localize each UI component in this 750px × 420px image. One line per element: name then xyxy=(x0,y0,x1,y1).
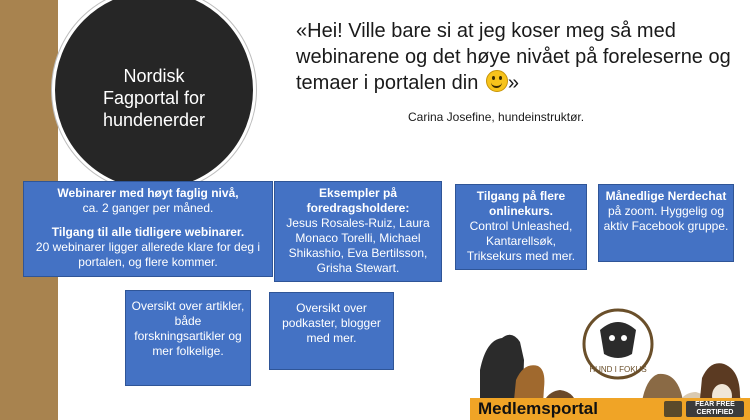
title-circle xyxy=(52,0,256,192)
card-online-courses xyxy=(455,184,587,270)
card-articles-body: Oversikt over artikler, både forskningsartikler og mer folkelige. xyxy=(131,299,245,358)
card-nerdechat-heading: Månedlige Nerdechat xyxy=(605,189,727,203)
testimonial-quote xyxy=(296,18,741,96)
card-courses-body: Control Unleashed, Kantarellsøk, Triksekurs med mer. xyxy=(466,219,576,263)
card-nerdechat-body: på zoom. Hyggelig og aktiv Facebook gruppe. xyxy=(603,204,729,233)
portal-label: Medlemsportal xyxy=(478,399,598,418)
card-speakers-body: Jesus Rosales-Ruiz, Laura Monaco Torelli, Michael Shikashio, Eva Bertilsson, Grisha Stewart. xyxy=(286,216,430,275)
card-articles xyxy=(125,290,251,386)
card-podcasts-body: Oversikt over podkaster, blogger med mer. xyxy=(282,301,381,345)
card-speakers xyxy=(274,181,442,282)
portal-bar xyxy=(470,398,750,420)
smiley-icon xyxy=(486,70,508,92)
quote-text: «Hei! Ville bare si at jeg koser meg så med webinarene og det høye nivået på foreleserne og temaer i portalen din xyxy=(296,20,731,94)
card-podcasts xyxy=(269,292,394,370)
card-webinars-line3: Tilgang til alle tidligere webinarer. xyxy=(51,225,245,239)
card-webinars-line4: 20 webinarer ligger allerede klare for deg i portalen, og flere kommer. xyxy=(35,240,261,269)
slide-title: Nordisk Fagportal for hundenerder xyxy=(102,66,206,130)
logo-text: HUND I FOKUS xyxy=(589,365,647,374)
card-courses-heading: Tilgang på flere onlinekurs. xyxy=(476,189,566,218)
fear-free-badge: FEAR FREE CERTIFIED xyxy=(686,401,744,417)
card-speakers-heading: Eksempler på foredragsholdere: xyxy=(306,186,410,215)
card-webinars-line2: ca. 2 ganger per måned. xyxy=(82,201,214,215)
quote-author: Carina Josefine, hundeinstruktør. xyxy=(408,110,585,124)
certificate-icon xyxy=(664,401,682,417)
card-webinars-line1: Webinarer med høyt faglig nivå, xyxy=(57,186,239,200)
quote-closing: » xyxy=(507,72,520,94)
card-nerdechat xyxy=(598,184,734,262)
card-webinars xyxy=(23,181,273,277)
